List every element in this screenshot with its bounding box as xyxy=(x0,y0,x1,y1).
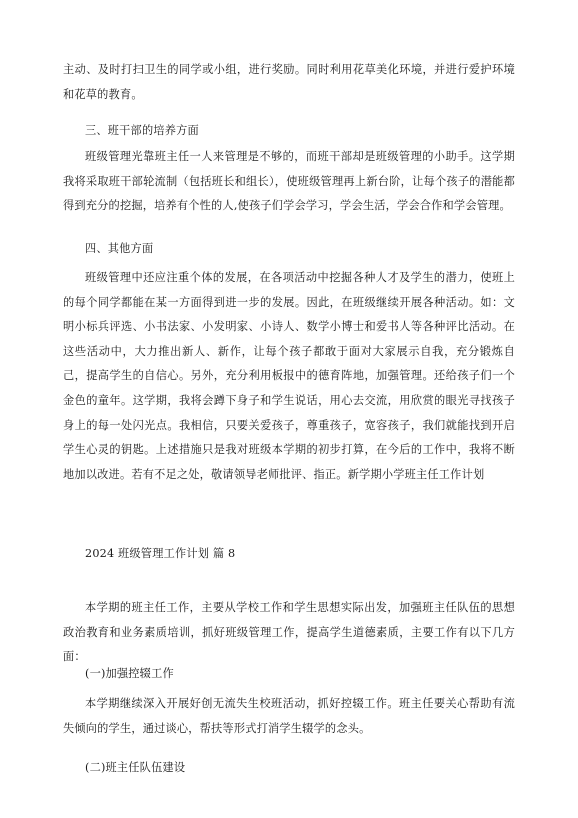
heading-dropout-control: (一)加强控辍工作 xyxy=(85,667,174,680)
paragraph-dropout-control: 本学期继续深入开展好创无流失生校班活动，抓好控辍工作。班主任要关心帮助有流失倾向的学生，通过谈心，帮扶等形式打消学生辍学的念头。 xyxy=(63,697,515,735)
heading-class-cadre: 三、班干部的培养方面 xyxy=(85,124,199,137)
paragraph-intro: 本学期的班主任工作，主要从学校工作和学生思想实际出发，加强班主任队伍的思想政治教育和业务素质培训，抓好班级管理工作，提高学生道德素质，主要工作有以下几方面： xyxy=(63,601,515,664)
paragraph-class-cadre: 班级管理光靠班主任一人来管理是不够的，而班干部却是班级管理的小助手。这学期我将采取班干部轮流制（包括班长和组长），使班级管理再上新台阶，让每个孩子的潜能都得到充分的挖掘，培养有个性的人,使孩子们学会学习，学会生活，学会合作和学会管理。 xyxy=(63,150,515,213)
paragraph-continued: 主动、及时打扫卫生的同学或小组，进行奖励。同时利用花草美化环境，并进行爱护环境和花草的教育。 xyxy=(63,63,515,101)
heading-other-aspects: 四、其他方面 xyxy=(85,242,154,255)
section-title: 2024 班级管理工作计划 篇 8 xyxy=(85,547,236,560)
heading-teacher-team: (二)班主任队伍建设 xyxy=(85,761,186,774)
paragraph-other-aspects: 班级管理中还应注重个体的发展，在各项活动中挖掘各种人才及学生的潜力，使班上的每个同学都能在某一方面得到进一步的发展。因此，在班级继续开展各种活动。如：文明小标兵评选、小书法家、小发明家、小诗人、数学小博士和爱书人等各种评比活动。在这些活动中，大力推出新人、新作，让每个孩子都敢于面对大家展示自我，充分锻炼自己，提高学生的自信心。另外，充分利用板报中的德育阵地，加强管理。还给孩子们一个金色的童年。这学期，我将会蹲下身子和学生说话，用心去交流，用欣赏的眼光寻找孩子身上的每一处闪光点。我相信，只要关爱孩子，尊重孩子，宽容孩子，我们就能找到开启学生心灵的钥匙。上述措施只是我对班级本学期的初步打算，在今后的工作中，我将不断地加以改进。若有不足之处，敬请领导老师批评、指正。新学期小学班主任工作计划 xyxy=(63,271,515,481)
